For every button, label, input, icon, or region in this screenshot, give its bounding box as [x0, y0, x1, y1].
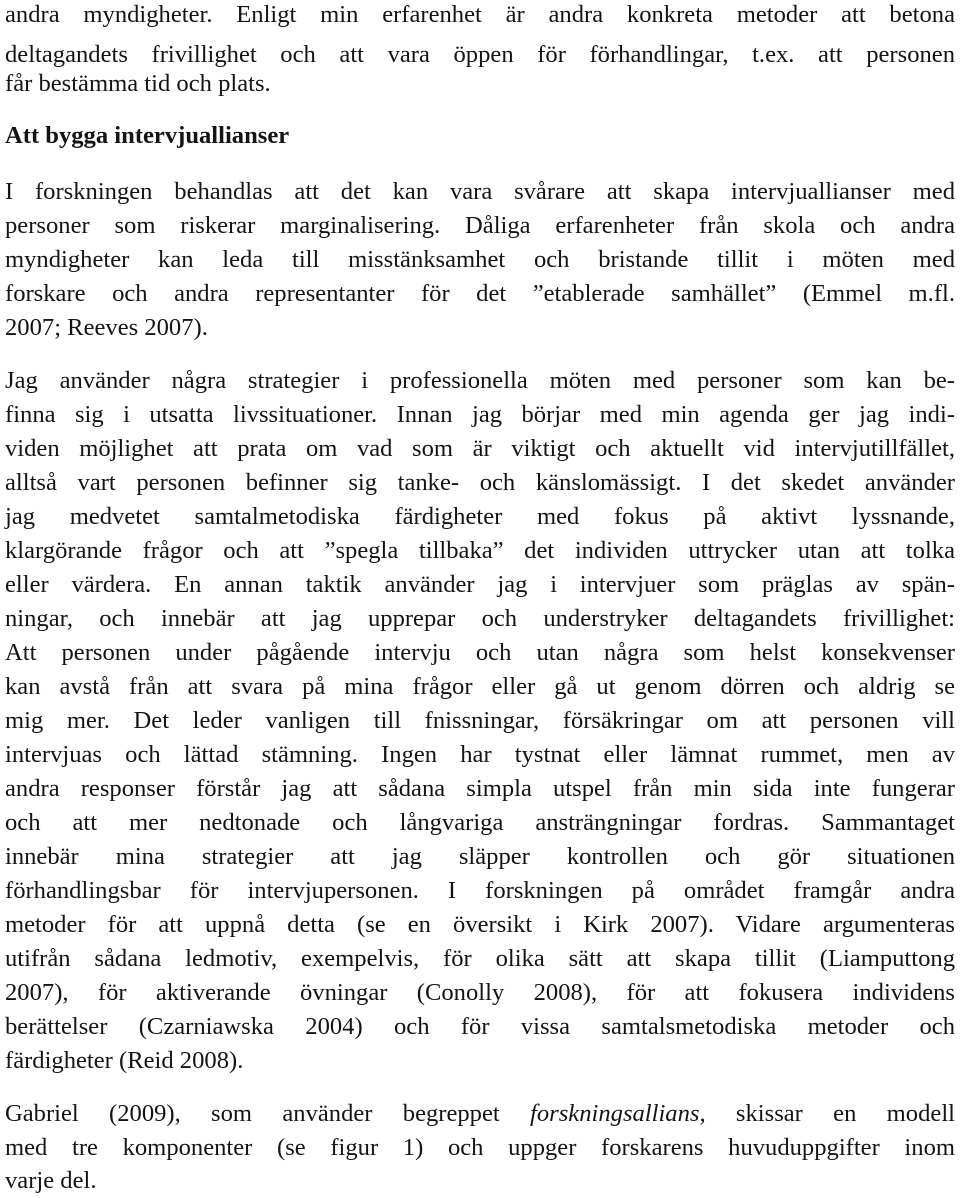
text-line: 2007), för aktiverande övningar (Conolly 2008), för att fokusera individens — [5, 979, 955, 1006]
text-line: mig mer. Det leder vanligen till fnissningar, försäkringar om att personen vill — [5, 707, 955, 734]
text-line: deltagandets frivillighet och att vara öppen för förhandlingar, t.ex. att personen — [5, 41, 955, 68]
text-line: och att mer nedtonade och långvariga ansträngningar fordras. Sammantaget — [5, 809, 955, 836]
text-line: eller värdera. En annan taktik använder jag i intervjuer som präglas av spän- — [5, 571, 955, 598]
text-line: innebär mina strategier att jag släpper kontrollen och gör situationen — [5, 843, 955, 870]
text-line: personer som riskerar marginalisering. Dåliga erfarenheter från skola och andra — [5, 212, 955, 239]
text-line: myndigheter kan leda till misstänksamhet och bristande tillit i möten med — [5, 246, 955, 273]
text-line: Att personen under pågående intervju och utan några som helst konsekvenser — [5, 639, 955, 666]
text-line: 2007; Reeves 2007). — [5, 314, 208, 341]
text-line: varje del. — [5, 1167, 97, 1194]
text-segment: skissar en modell — [735, 1100, 955, 1127]
text-line: viden möjlighet att prata om vad som är viktigt och aktuellt vid intervjutillfället, — [5, 435, 955, 462]
text-line: ningar, och innebär att jag upprepar och understryker deltagandets frivillighet: — [5, 605, 955, 632]
text-line: förhandlingsbar för intervjupersonen. I forskningen på området framgår andra — [5, 877, 955, 904]
text-line: färdigheter (Reid 2008). — [5, 1047, 244, 1074]
text-line: forskare och andra representanter för det ”etablerade samhället” (Emmel m.fl. — [5, 280, 955, 307]
text-line: andra myndigheter. Enligt min erfarenhet är andra konkreta metoder att betona — [5, 1, 955, 28]
text-line: utifrån sådana ledmotiv, exempelvis, för olika sätt att skapa tillit (Liamputtong — [5, 945, 955, 972]
section-heading: Att bygga intervjuallianser — [5, 122, 290, 149]
text-line: finna sig i utsatta livssituationer. Innan jag börjar med min agenda ger jag indi- — [5, 401, 955, 428]
text-line: berättelser (Czarniawska 2004) och för vissa samtalsmetodiska metoder och — [5, 1013, 955, 1040]
emphasized-term: forskningsallians, — [530, 1100, 706, 1127]
text-line: I forskningen behandlas att det kan vara svårare att skapa intervjuallianser med — [5, 178, 955, 205]
text-line: intervjuas och lättad stämning. Ingen har tystnat eller lämnat rummet, men av — [5, 741, 955, 768]
text-line: med tre komponenter (se figur 1) och uppger forskarens huvuduppgifter inom — [5, 1134, 955, 1161]
text-line — [5, 1097, 955, 1131]
text-line: jag medvetet samtalmetodiska färdigheter med fokus på aktivt lyssnande, — [5, 503, 955, 530]
text-line: klargörande frågor och att ”spegla tillbaka” det individen uttrycker utan att tolka — [5, 537, 955, 564]
text-line: får bestämma tid och plats. — [5, 70, 271, 97]
text-line: andra responser förstår jag att sådana simpla utspel från min sida inte fungerar — [5, 775, 955, 802]
text-line: kan avstå från att svara på mina frågor eller gå ut genom dörren och aldrig se — [5, 673, 955, 700]
text-line: alltså vart personen befinner sig tanke- och känslomässigt. I det skedet använder — [5, 469, 955, 496]
text-line: Jag använder några strategier i professionella möten med personer som kan be- — [5, 367, 955, 394]
text-line: metoder för att uppnå detta (se en översikt i Kirk 2007). Vidare argumenteras — [5, 911, 955, 938]
text-segment: Gabriel (2009), som använder begreppet — [5, 1100, 500, 1127]
